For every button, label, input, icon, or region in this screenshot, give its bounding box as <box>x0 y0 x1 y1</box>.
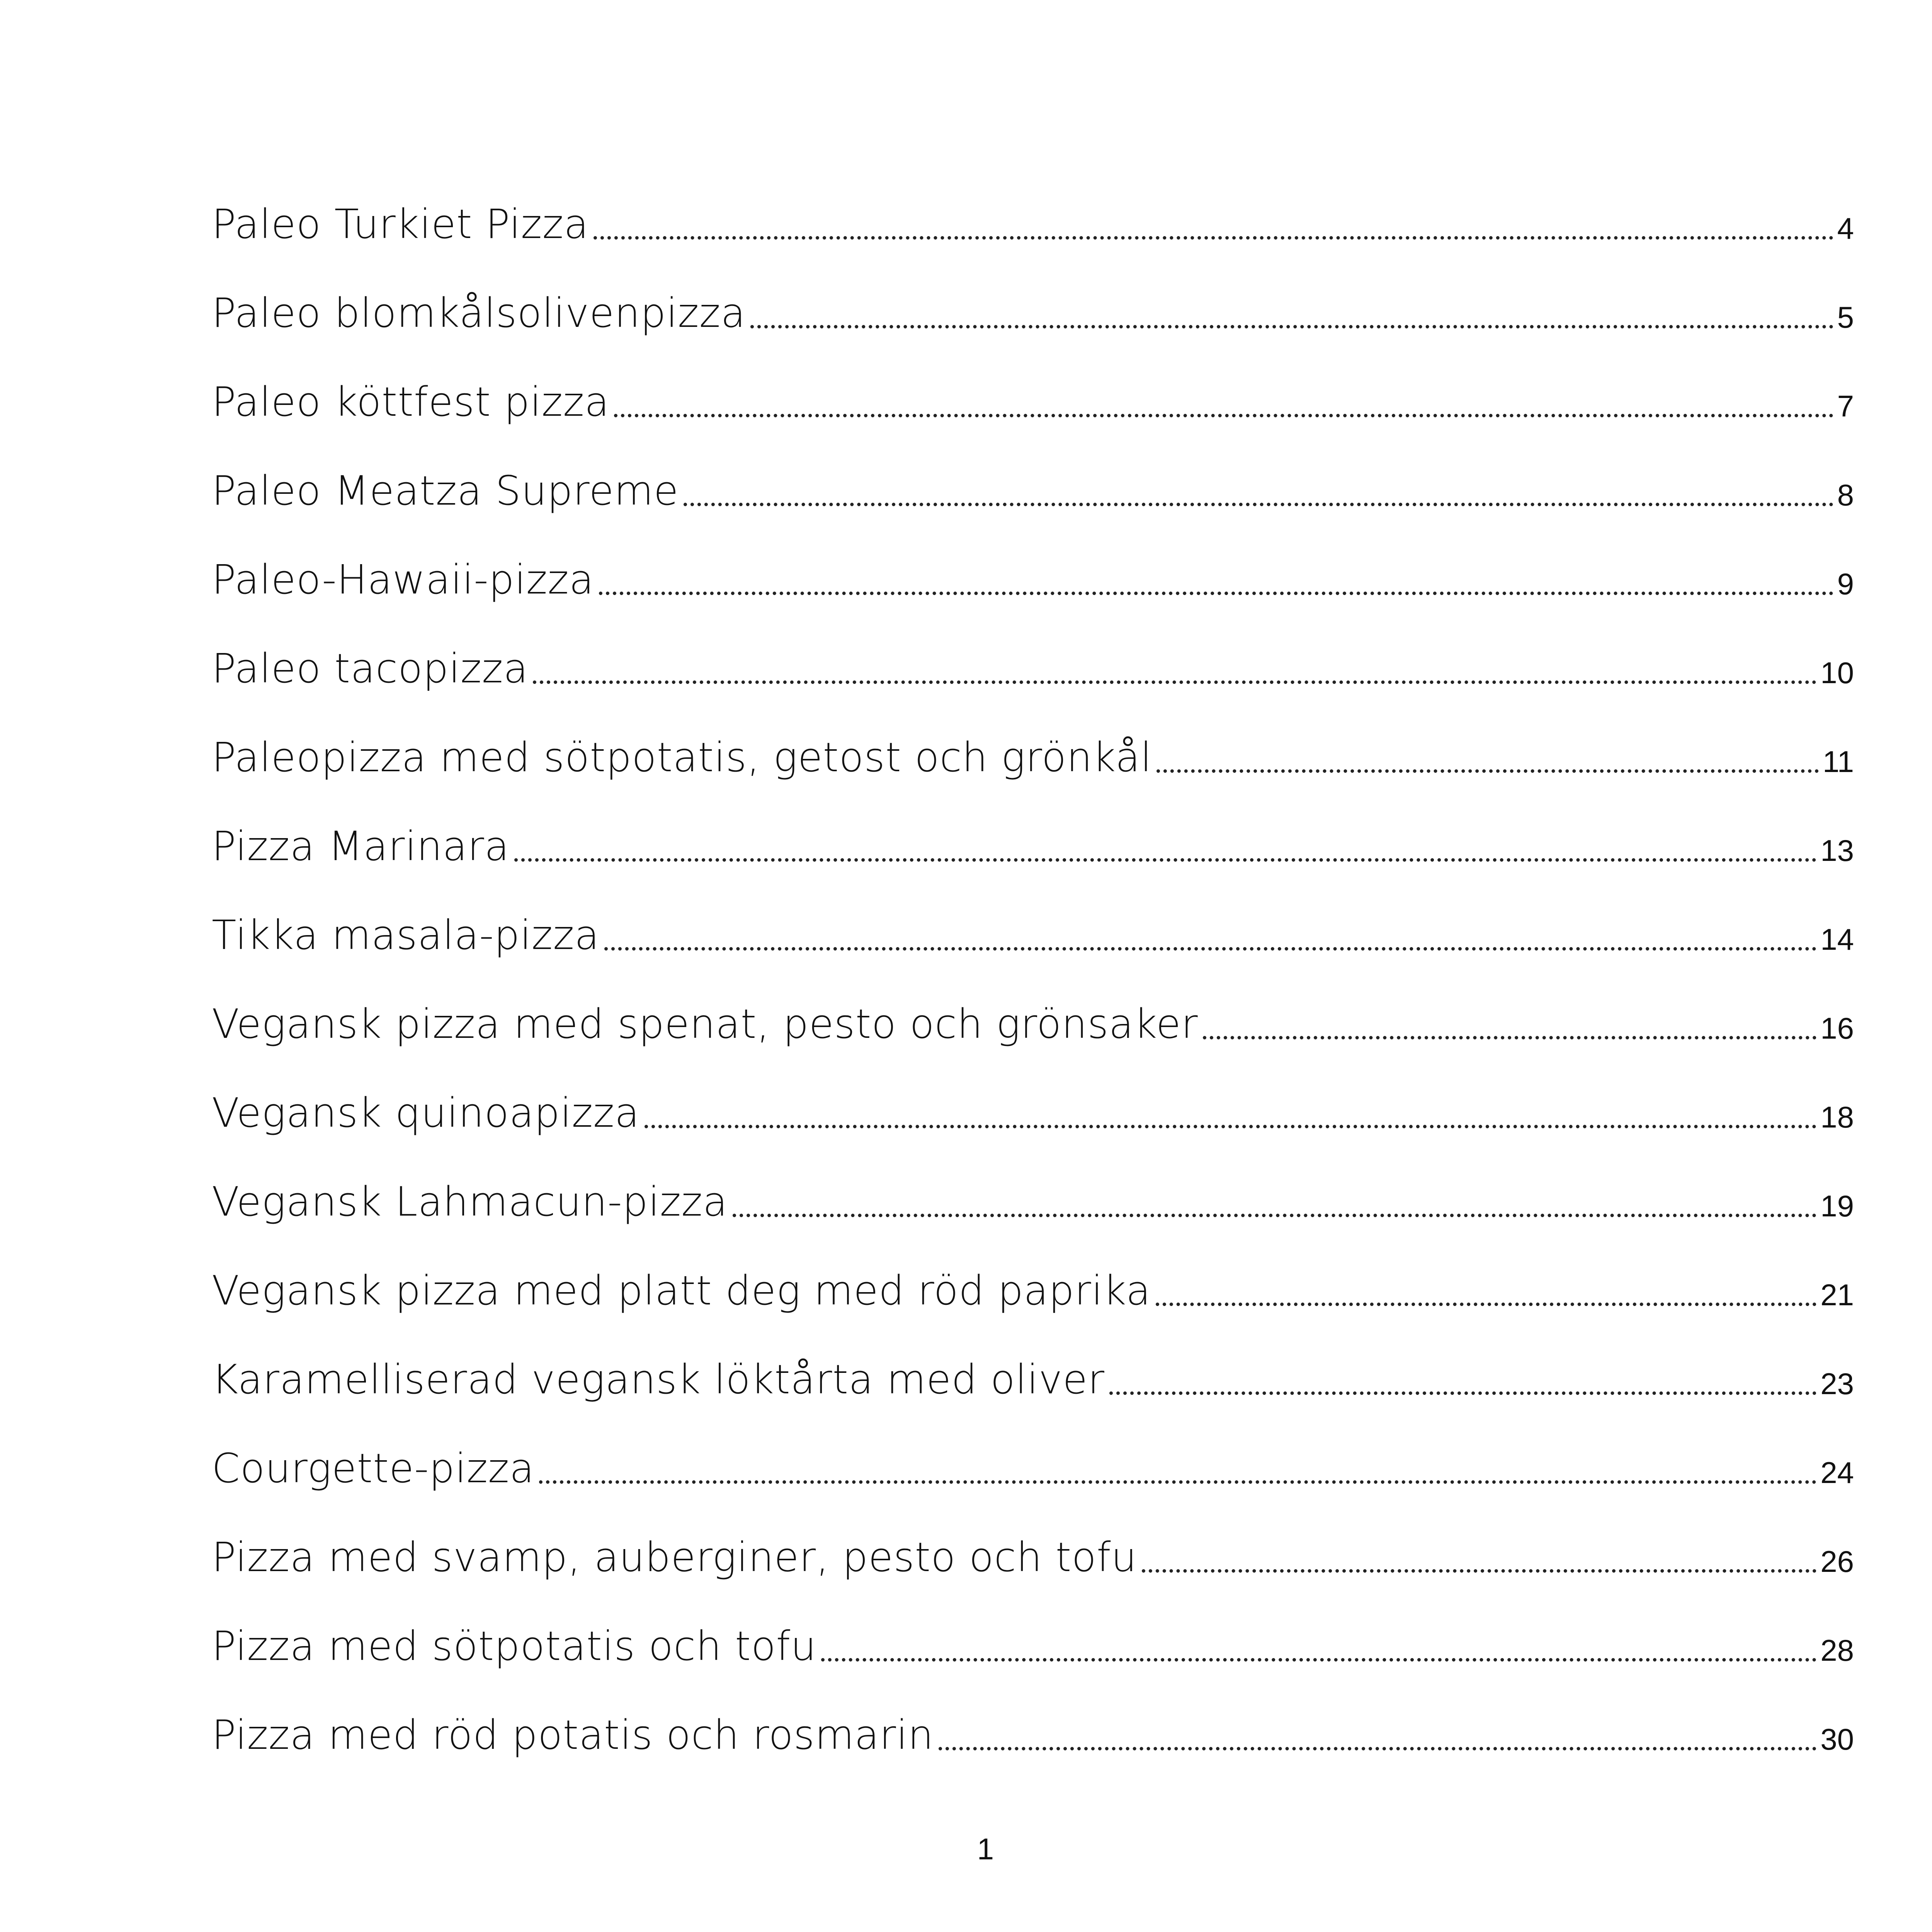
toc-entry[interactable] <box>212 433 1854 522</box>
toc-leader-dots <box>1203 1036 1817 1039</box>
toc-entry-title: Courgette-pizza <box>212 1445 535 1492</box>
toc-entry-page: 7 <box>1837 389 1854 423</box>
toc-entry[interactable] <box>212 1055 1854 1144</box>
toc-entry-title: Paleo Meatza Supreme <box>212 467 679 514</box>
toc-entry[interactable] <box>212 611 1854 699</box>
toc-leader-dots <box>750 325 1833 328</box>
toc-entry-title: Paleopizza med sötpotatis, getost och grönkål <box>212 734 1152 781</box>
toc-entry[interactable] <box>212 1233 1854 1321</box>
toc-entry[interactable] <box>212 1499 1854 1588</box>
toc-leader-dots <box>821 1658 1816 1662</box>
toc-entry-page: 18 <box>1820 1100 1854 1134</box>
toc-entry[interactable] <box>212 1588 1854 1677</box>
toc-entry-title: Pizza med svamp, auberginer, pesto och tofu <box>212 1534 1137 1581</box>
toc-entry[interactable] <box>212 788 1854 877</box>
toc-entry-page: 26 <box>1820 1544 1854 1578</box>
toc-entry-page: 10 <box>1820 656 1854 690</box>
toc-entry-title: Paleo tacopizza <box>212 645 529 692</box>
toc-leader-dots <box>684 503 1833 506</box>
toc-entry-page: 4 <box>1837 211 1854 245</box>
toc-entry-title: Pizza med röd potatis och rosmarin <box>212 1711 934 1759</box>
toc-leader-dots <box>604 947 1817 951</box>
toc-leader-dots <box>1156 769 1819 773</box>
toc-entry-title: Vegansk Lahmacun-pizza <box>212 1178 728 1225</box>
toc-entry[interactable] <box>212 166 1854 255</box>
toc-leader-dots <box>533 680 1816 684</box>
toc-entry[interactable] <box>212 699 1854 788</box>
toc-entry-title: Vegansk pizza med spenat, pesto och grönsaker <box>212 1000 1198 1048</box>
toc-entry-title: Pizza med sötpotatis och tofu <box>212 1622 817 1670</box>
toc-leader-dots <box>594 236 1833 240</box>
toc-entry-page: 16 <box>1820 1011 1854 1045</box>
toc-entry[interactable] <box>212 1321 1854 1410</box>
toc-entry-title: Vegansk pizza med platt deg med röd paprika <box>212 1267 1151 1314</box>
toc-entry-title: Paleo Turkiet Pizza <box>212 201 589 248</box>
toc-leader-dots <box>939 1747 1817 1750</box>
toc-entry[interactable] <box>212 1410 1854 1499</box>
toc-entry-title: Paleo blomkålsolivenpizza <box>212 289 746 337</box>
toc-entry-page: 30 <box>1820 1722 1854 1756</box>
toc-leader-dots <box>614 414 1833 417</box>
toc-entry[interactable] <box>212 1677 1854 1766</box>
toc-leader-dots <box>599 592 1833 595</box>
page-number: 1 <box>977 1832 994 1866</box>
toc-entry-title: Karamelliserad vegansk löktårta med oliver <box>212 1356 1105 1403</box>
toc-leader-dots <box>1156 1303 1817 1306</box>
toc-entry-title: Tikka masala-pizza <box>212 912 600 959</box>
toc-entry-page: 5 <box>1837 300 1854 334</box>
toc-entry-page: 21 <box>1820 1278 1854 1312</box>
toc-entry[interactable] <box>212 522 1854 611</box>
toc-leader-dots <box>514 858 1817 862</box>
toc-entry-page: 28 <box>1820 1633 1854 1667</box>
toc-leader-dots <box>733 1214 1817 1217</box>
toc-entry-page: 11 <box>1823 745 1854 779</box>
toc-entry-page: 14 <box>1820 922 1854 956</box>
toc-entry-page: 13 <box>1820 833 1854 867</box>
toc-entry[interactable] <box>212 1144 1854 1233</box>
toc-entry[interactable] <box>212 877 1854 966</box>
toc-entry-page: 23 <box>1820 1367 1854 1401</box>
toc-entry-page: 19 <box>1820 1189 1854 1223</box>
toc-leader-dots <box>1142 1569 1817 1573</box>
toc-entry[interactable] <box>212 255 1854 344</box>
toc-leader-dots <box>539 1480 1816 1484</box>
toc-entry-title: Pizza Marinara <box>212 823 510 870</box>
toc-entry-title: Paleo köttfest pizza <box>212 378 610 425</box>
toc-entry-page: 9 <box>1837 567 1854 601</box>
toc-leader-dots <box>645 1125 1817 1128</box>
table-of-contents <box>212 166 1854 1766</box>
toc-entry-title: Paleo-Hawaii-pizza <box>212 556 594 603</box>
toc-entry-page: 24 <box>1820 1456 1854 1490</box>
toc-entry[interactable] <box>212 344 1854 433</box>
toc-entry[interactable] <box>212 966 1854 1055</box>
toc-leader-dots <box>1109 1391 1816 1395</box>
toc-entry-page: 8 <box>1837 478 1854 512</box>
toc-entry-title: Vegansk quinoapizza <box>212 1089 640 1136</box>
